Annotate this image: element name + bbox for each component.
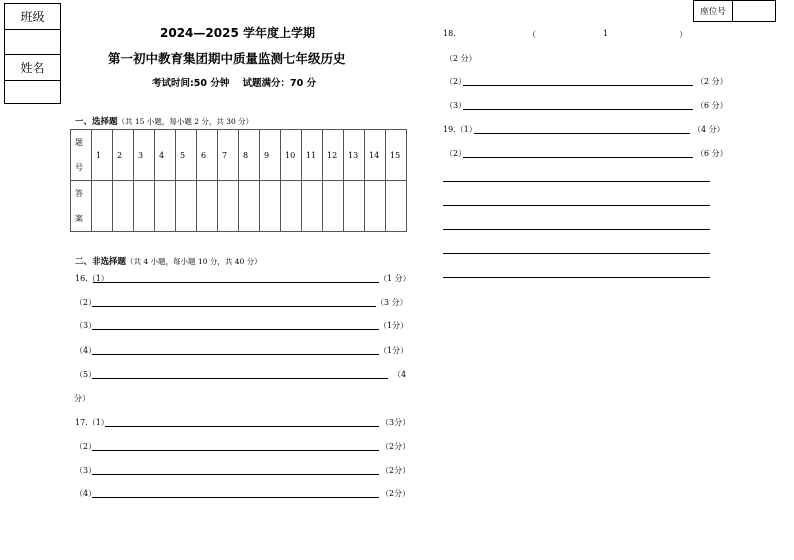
q18-part2 [445,76,728,88]
q18-paren-open: （ [528,30,536,39]
q18-part3 [445,100,728,112]
q19-blank-line[interactable] [443,181,710,182]
answer-table [70,129,407,232]
q16-part2 [75,297,408,309]
number-row-header [71,130,92,181]
answer-table-answer-row [71,181,407,232]
q17-part2 [75,441,410,453]
q19-2-score: （6 分） [696,149,728,158]
q16-5-score-wrap: 分） [74,394,90,403]
exam-title: 第一初中教育集团期中质量监测七年级历史 [108,51,346,66]
answer-cell[interactable] [239,181,260,232]
question-number: 5 [176,130,197,181]
q16-3-answer-line[interactable] [92,329,379,330]
answer-row-header [71,181,92,232]
question-number: 7 [218,130,239,181]
answer-cell[interactable] [344,181,365,232]
answer-cell[interactable] [302,181,323,232]
q17-3-label: （3） [75,466,97,475]
question-number: 6 [197,130,218,181]
q18-3-score: （6 分） [696,101,728,110]
q16-3-label: （3） [75,321,97,330]
q17-2-label: （2） [75,442,97,451]
q18-1-score: （2 分） [445,54,477,63]
answer-cell[interactable] [134,181,155,232]
q18-label: 18. [443,29,456,38]
q17-1-label: 17.（1） [75,418,109,427]
q18-2-score: （2 分） [696,77,728,86]
q19-part2 [445,148,728,160]
q18-paren-close: ） [679,30,687,39]
question-number: 2 [113,130,134,181]
q17-4-label: （4） [75,489,97,498]
question-number: 1 [92,130,113,181]
question-number: 10 [281,130,302,181]
q16-4-label: （4） [75,346,97,355]
q16-1-score: （1 分） [379,274,411,283]
answer-cell[interactable] [155,181,176,232]
answer-head-char-2: 案 [75,214,83,223]
q17-1-score: （3分） [381,418,411,427]
name-label: 姓名 [5,55,60,81]
number-head-char-2: 号 [75,163,83,172]
q16-5-score: （4 [393,370,407,379]
q16-3-score: （1分） [379,321,409,330]
answer-table-number-row [71,130,407,181]
q19-2-label: （2） [445,149,467,158]
q17-3-answer-line[interactable] [92,474,379,475]
q17-2-answer-line[interactable] [92,450,379,451]
class-label: 班级 [5,4,60,30]
answer-cell[interactable] [113,181,134,232]
q16-2-label: （2） [75,298,97,307]
q19-1-answer-line[interactable] [474,133,690,134]
question-number: 3 [134,130,155,181]
q19-blank-line[interactable] [443,229,710,230]
number-head-char-1: 题 [75,138,83,147]
exam-info: 考试时间:50 分钟 试题满分：70 分 [152,78,317,89]
question-number: 15 [386,130,407,181]
student-info-box [4,3,61,104]
class-field[interactable] [5,30,60,55]
q19-2-answer-line[interactable] [463,157,693,158]
q16-part3 [75,320,409,332]
answer-cell[interactable] [197,181,218,232]
name-field[interactable] [5,81,60,103]
answer-cell[interactable] [281,181,302,232]
section2-title: 二、非选择题 [75,257,127,267]
term-title: 2024—2025 学年度上学期 [160,26,315,40]
answer-cell[interactable] [365,181,386,232]
section2-note: （共 4 小题，每小题 10 分，共 40 分） [126,257,262,266]
question-number: 14 [365,130,386,181]
question-number: 4 [155,130,176,181]
q17-3-score: （2分） [381,466,411,475]
q16-2-score: （3 分） [376,298,408,307]
q16-4-score: （1分） [379,346,409,355]
answer-cell[interactable] [386,181,407,232]
question-number: 8 [239,130,260,181]
q16-5-label: （5） [75,370,97,379]
q17-part1 [75,417,410,429]
q19-part1 [443,124,725,136]
q16-1-label: 16.（1） [75,274,109,283]
answer-cell[interactable] [92,181,113,232]
section2-heading [75,255,262,267]
q18-paren-value[interactable]: 1 [603,29,609,38]
question-number: 9 [260,130,281,181]
section1-title: 一、选择题 [75,117,118,127]
q19-1-score: （4 分） [693,125,725,134]
seat-number-field[interactable] [733,1,775,21]
q18-3-label: （3） [445,101,467,110]
q16-5-answer-line[interactable] [92,378,388,379]
q18-2-answer-line[interactable] [463,85,693,86]
q17-4-score: （2分） [381,489,411,498]
q16-4-answer-line[interactable] [92,354,379,355]
q16-1-answer-line[interactable] [93,282,379,283]
answer-cell[interactable] [218,181,239,232]
answer-head-char-1: 答 [75,189,83,198]
q16-2-answer-line[interactable] [92,306,376,307]
q17-part4 [75,488,410,500]
q17-1-answer-line[interactable] [105,426,379,427]
answer-cell[interactable] [176,181,197,232]
q17-4-answer-line[interactable] [92,497,379,498]
q19-blank-line[interactable] [443,253,710,254]
q17-part3 [75,465,410,477]
answer-cell[interactable] [323,181,344,232]
answer-cell[interactable] [260,181,281,232]
question-number: 13 [344,130,365,181]
seat-number-box [693,0,776,22]
section1-note: （共 15 小题，每小题 2 分，共 30 分） [117,117,254,126]
question-number: 12 [323,130,344,181]
q19-1-label: 19.（1） [443,125,477,134]
q19-blank-line[interactable] [443,205,710,206]
q18-2-label: （2） [445,77,467,86]
q16-part4 [75,345,409,357]
seat-number-label: 座位号 [694,1,733,21]
q19-blank-line[interactable] [443,277,710,278]
q16-part1 [75,273,411,285]
section1-heading [75,115,253,127]
q16-part5 [75,369,405,381]
question-number: 11 [302,130,323,181]
q17-2-score: （2分） [381,442,411,451]
q18-3-answer-line[interactable] [463,109,693,110]
